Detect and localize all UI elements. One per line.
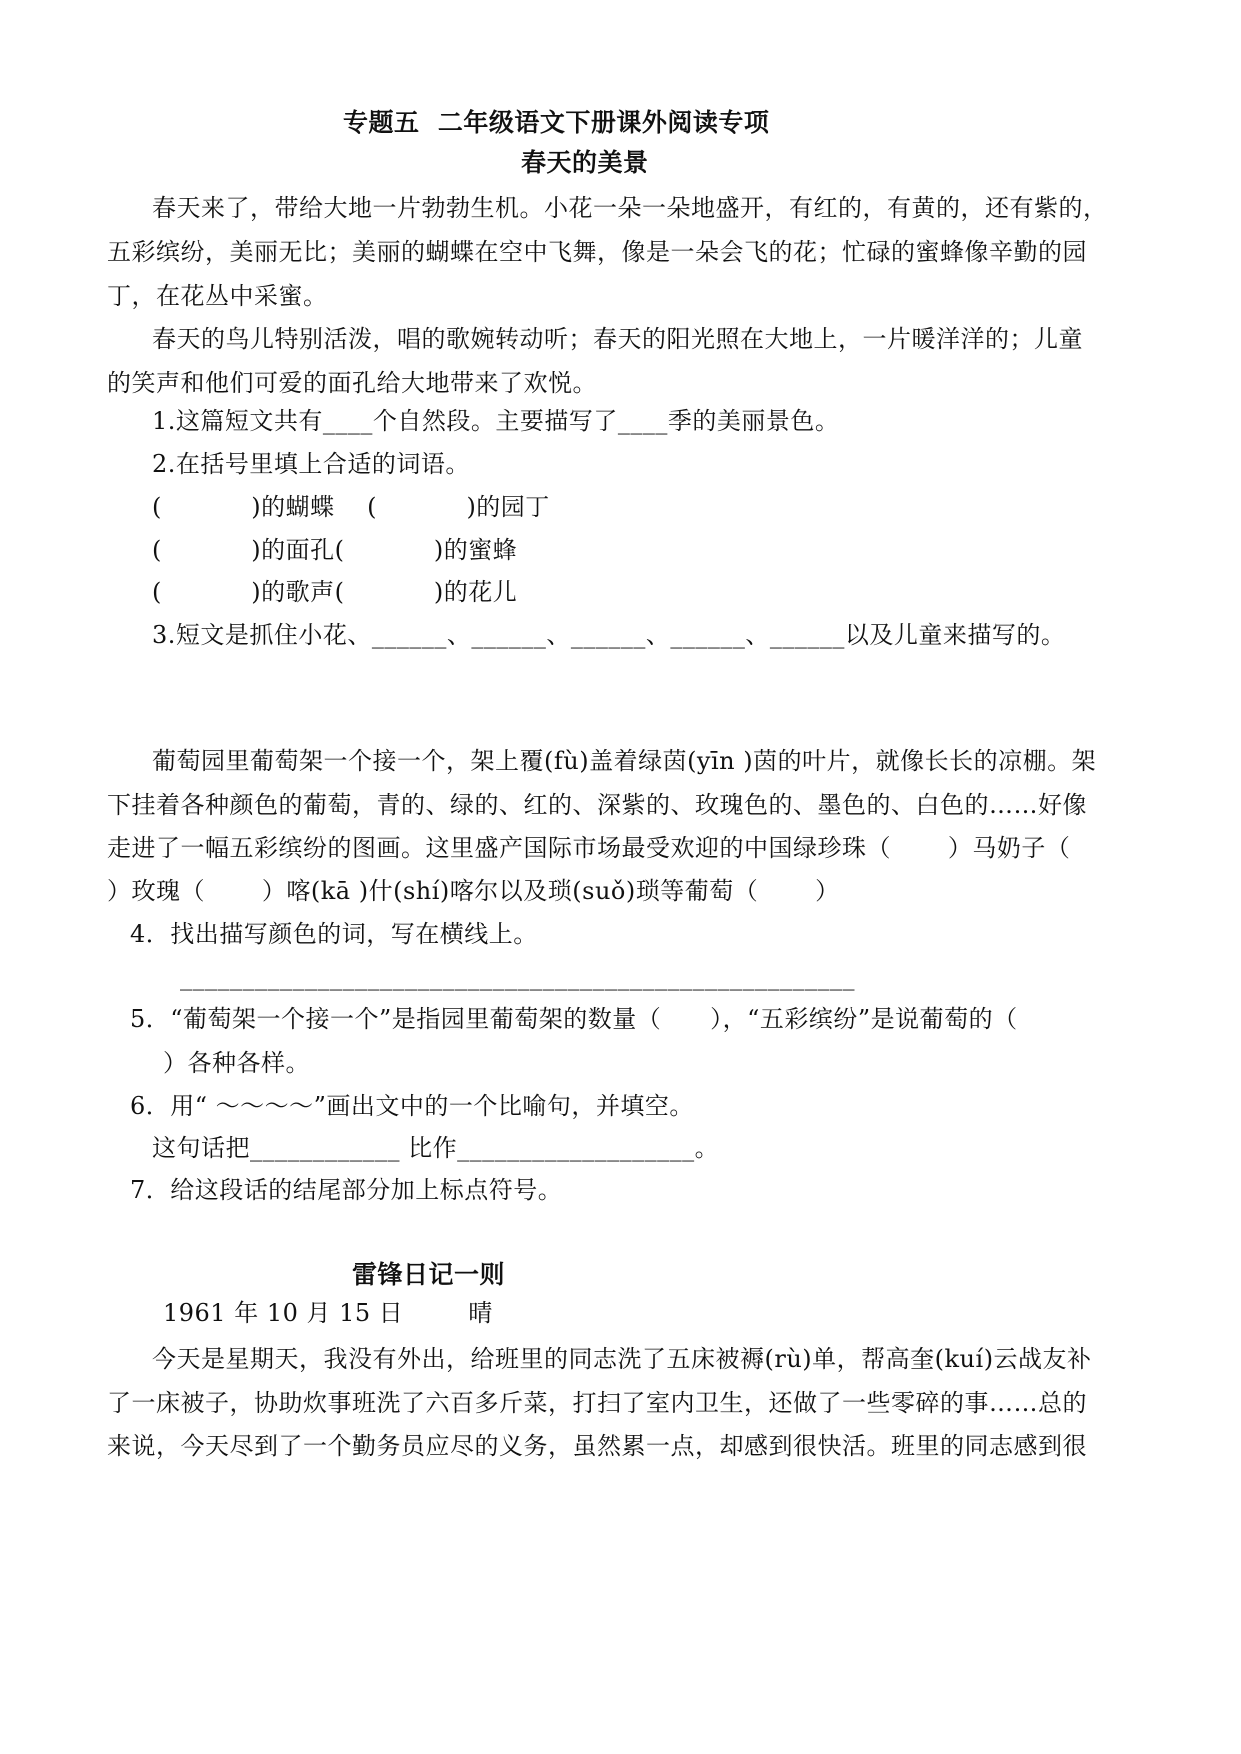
question-5: 5．“葡萄架一个接一个”是指园里葡萄架的数量（ ），“五彩缤纷”是说葡萄的（	[130, 1005, 1018, 1033]
section-title-spring: 春天的美景	[521, 148, 649, 177]
paragraph-line: 五彩缤纷，美丽无比；美丽的蝴蝶在空中飞舞，像是一朵会飞的花；忙碌的蜜蜂像辛勤的园	[107, 238, 1087, 266]
diary-date: 1961 年 10 月 15 日 晴	[163, 1299, 493, 1327]
question-2: 2.在括号里填上合适的词语。	[152, 450, 470, 478]
question-6-fill: 这句话把____________ 比作___________________。	[152, 1134, 720, 1162]
paragraph-line: 了一床被子，协助炊事班洗了六百多斤菜，打扫了室内卫生，还做了一些零碎的事……总的	[107, 1389, 1087, 1417]
question-3: 3.短文是抓住小花、______、______、______、______、______以及儿童来描写的。	[152, 621, 1066, 649]
paragraph-line: 葡萄园里葡萄架一个接一个，架上覆(fù)盖着绿茵(yīn )茵的叶片，就像长长的凉棚。架	[152, 747, 1097, 775]
fill-blank-row: ( )的蝴蝶 ( )的园丁	[152, 493, 550, 521]
paragraph-line: 来说，今天尽到了一个勤务员应尽的义务，虽然累一点，却感到很快活。班里的同志感到很	[107, 1432, 1087, 1460]
fill-blank-row: ( )的歌声( )的花儿	[152, 578, 518, 606]
paragraph-line: 春天来了，带给大地一片勃勃生机。小花一朵一朵地盛开，有红的，有黄的，还有紫的，	[152, 194, 1108, 222]
paragraph-line: 今天是星期天，我没有外出，给班里的同志洗了五床被褥(rù)单，帮高奎(kuí)云战友补	[152, 1345, 1092, 1373]
question-6: 6．用“ ～～～～”画出文中的一个比喻句，并填空。	[130, 1092, 694, 1120]
page-title: 专题五 二年级语文下册课外阅读专项	[343, 108, 770, 137]
paragraph-line: ）玫瑰（ ）喀(kā )什(shí)喀尔以及琐(suǒ)琐等葡萄（ ）	[107, 877, 840, 905]
fill-blank-row: ( )的面孔( )的蜜蜂	[152, 536, 518, 564]
paragraph-line: 走进了一幅五彩缤纷的图画。这里盛产国际市场最受欢迎的中国绿珍珠（ ）马奶子（	[107, 834, 1071, 862]
section-title-diary: 雷锋日记一则	[352, 1260, 506, 1289]
question-1: 1.这篇短文共有____个自然段。主要描写了____季的美丽景色。	[152, 407, 840, 435]
paragraph-line: 的笑声和他们可爱的面孔给大地带来了欢悦。	[107, 369, 597, 397]
question-7: 7．给这段话的结尾部分加上标点符号。	[130, 1176, 563, 1204]
question-4: 4．找出描写颜色的词，写在横线上。	[130, 920, 538, 948]
paragraph-line: 丁，在花丛中采蜜。	[107, 282, 328, 310]
paragraph-line: 春天的鸟儿特别活泼，唱的歌婉转动听；春天的阳光照在大地上，一片暖洋洋的；儿童	[152, 325, 1083, 353]
paragraph-line: 下挂着各种颜色的葡萄，青的、绿的、红的、深紫的、玫瑰色的、墨色的、白色的……好像	[107, 791, 1087, 819]
answer-line: ______________________________________________________	[180, 963, 855, 991]
question-5-continued: ）各种各样。	[163, 1049, 310, 1077]
